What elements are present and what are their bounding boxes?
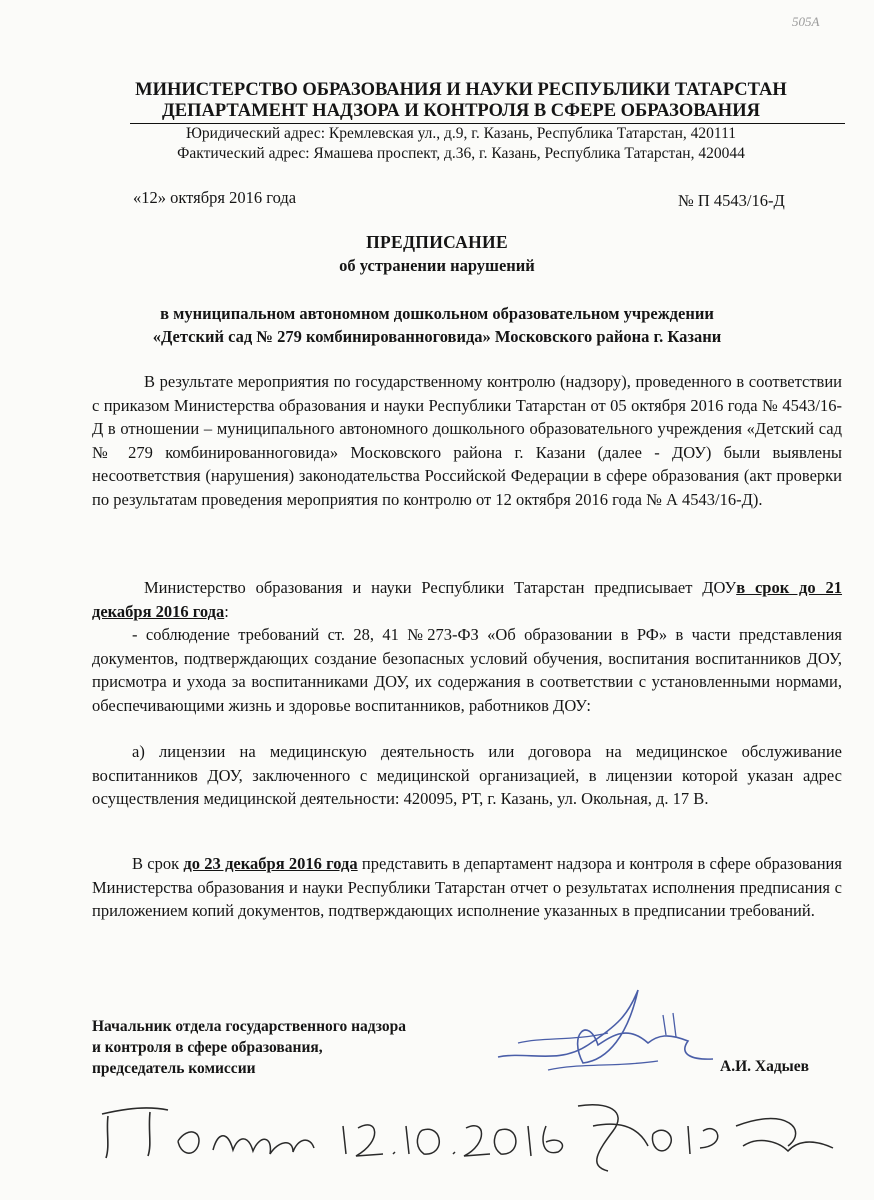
report-text: представить в департамент надзора и контроля в сфере образования Министерства образования и науки Республики Татарстан отчет о результатах исполнения предписания с приложением копий документов, подтверждающих исполнение указанных в предписании требований. — [92, 854, 842, 920]
paragraph-requirements: - соблюдение требований ст. 28, 41 №273-ФЗ «Об образовании в РФ» в части представления документов, подтверждающих создание безопасных условий обучения, воспитания воспитанников ДОУ, присмотра и ухода за воспитанниками ДОУ, их содержания в соответствии с установленными нормами, обеспечивающими жизнь и здоровье воспитанников, работников ДОУ: — [92, 625, 842, 715]
department-title: ДЕПАРТАМЕНТ НАДЗОРА И КОНТРОЛЯ В СФЕРЕ ОБРАЗОВАНИЯ — [162, 101, 760, 121]
document-number: № П 4543/16-Д — [678, 191, 785, 210]
document-date: «12» октября 2016 года — [133, 188, 297, 207]
deadline-2: до 23 декабря 2016 года — [183, 854, 358, 873]
legal-address: Юридический адрес: Кремлевская ул., д.9, г. Казань, Республика Татарстан, 420111 — [185, 125, 737, 142]
signer-position-line-2: и контроля в сфере образования, — [92, 1039, 323, 1056]
paragraph-prescription — [92, 576, 842, 623]
prescription-colon: : — [224, 601, 229, 621]
signer-name: А.И. Хадыев — [720, 1058, 810, 1075]
signer-position-line-3: председатель комиссии — [92, 1060, 256, 1077]
prescription-text: Министерство образования и науки Республики Татарстан предписывает ДОУ — [144, 578, 737, 597]
institution-line-1: в муниципальном автономном дошкольном образовательном учреждении — [160, 304, 714, 323]
paragraph-report — [92, 852, 842, 923]
corner-pencil-mark: 505А — [792, 14, 820, 29]
signer-position-line-1: Начальник отдела государственного надзора — [92, 1018, 407, 1035]
actual-address: Фактический адрес: Ямашева проспект, д.36, г. Казань, Республика Татарстан, 420044 — [177, 145, 745, 162]
ministry-title: МИНИСТЕРСТВО ОБРАЗОВАНИЯ И НАУКИ РЕСПУБЛИКИ ТАТАРСТАН — [135, 80, 787, 100]
handwritten-receipt-note — [88, 1086, 848, 1176]
header-divider — [130, 123, 845, 124]
deadline-1: в срок до 21 декабря 2016 года — [92, 578, 843, 621]
report-lead: В срок — [132, 854, 184, 873]
paragraph-inspection-results: В результате мероприятия по государственному контролю (надзору), проведенного в соответствии с приказом Министерства образования и науки Республики Татарстан от 05 октября 2016 года № 4543/16-Д в отношении – муниципального автономного дошкольного образовательного учреждения «Детский сад № 279 комбинированноговида» Московского района г. Казани (далее - ДОУ) были выявлены несоответствия (нарушения) законодательства Российской Федерации в сфере образования (акт проверки по результатам проведения мероприятия по контролю от 12 октября 2016 года № А 4543/16-Д). — [92, 372, 842, 509]
paragraph-license: а) лицензии на медицинскую деятельность или договора на медицинское обслуживание воспитанников ДОУ, заключенного с медицинской организацией, в лицензии которой указан адрес осуществления медицинской деятельности: 420095, РТ, г. Казань, ул. Окольная, д. 17 В. — [92, 742, 842, 808]
document-subtitle: об устранении нарушений — [339, 256, 535, 275]
institution-line-2: «Детский сад № 279 комбинированноговида» Московского района г. Казани — [152, 327, 722, 346]
document-title: ПРЕДПИСАНИЕ — [366, 232, 508, 252]
signature-scribble — [488, 975, 728, 1085]
